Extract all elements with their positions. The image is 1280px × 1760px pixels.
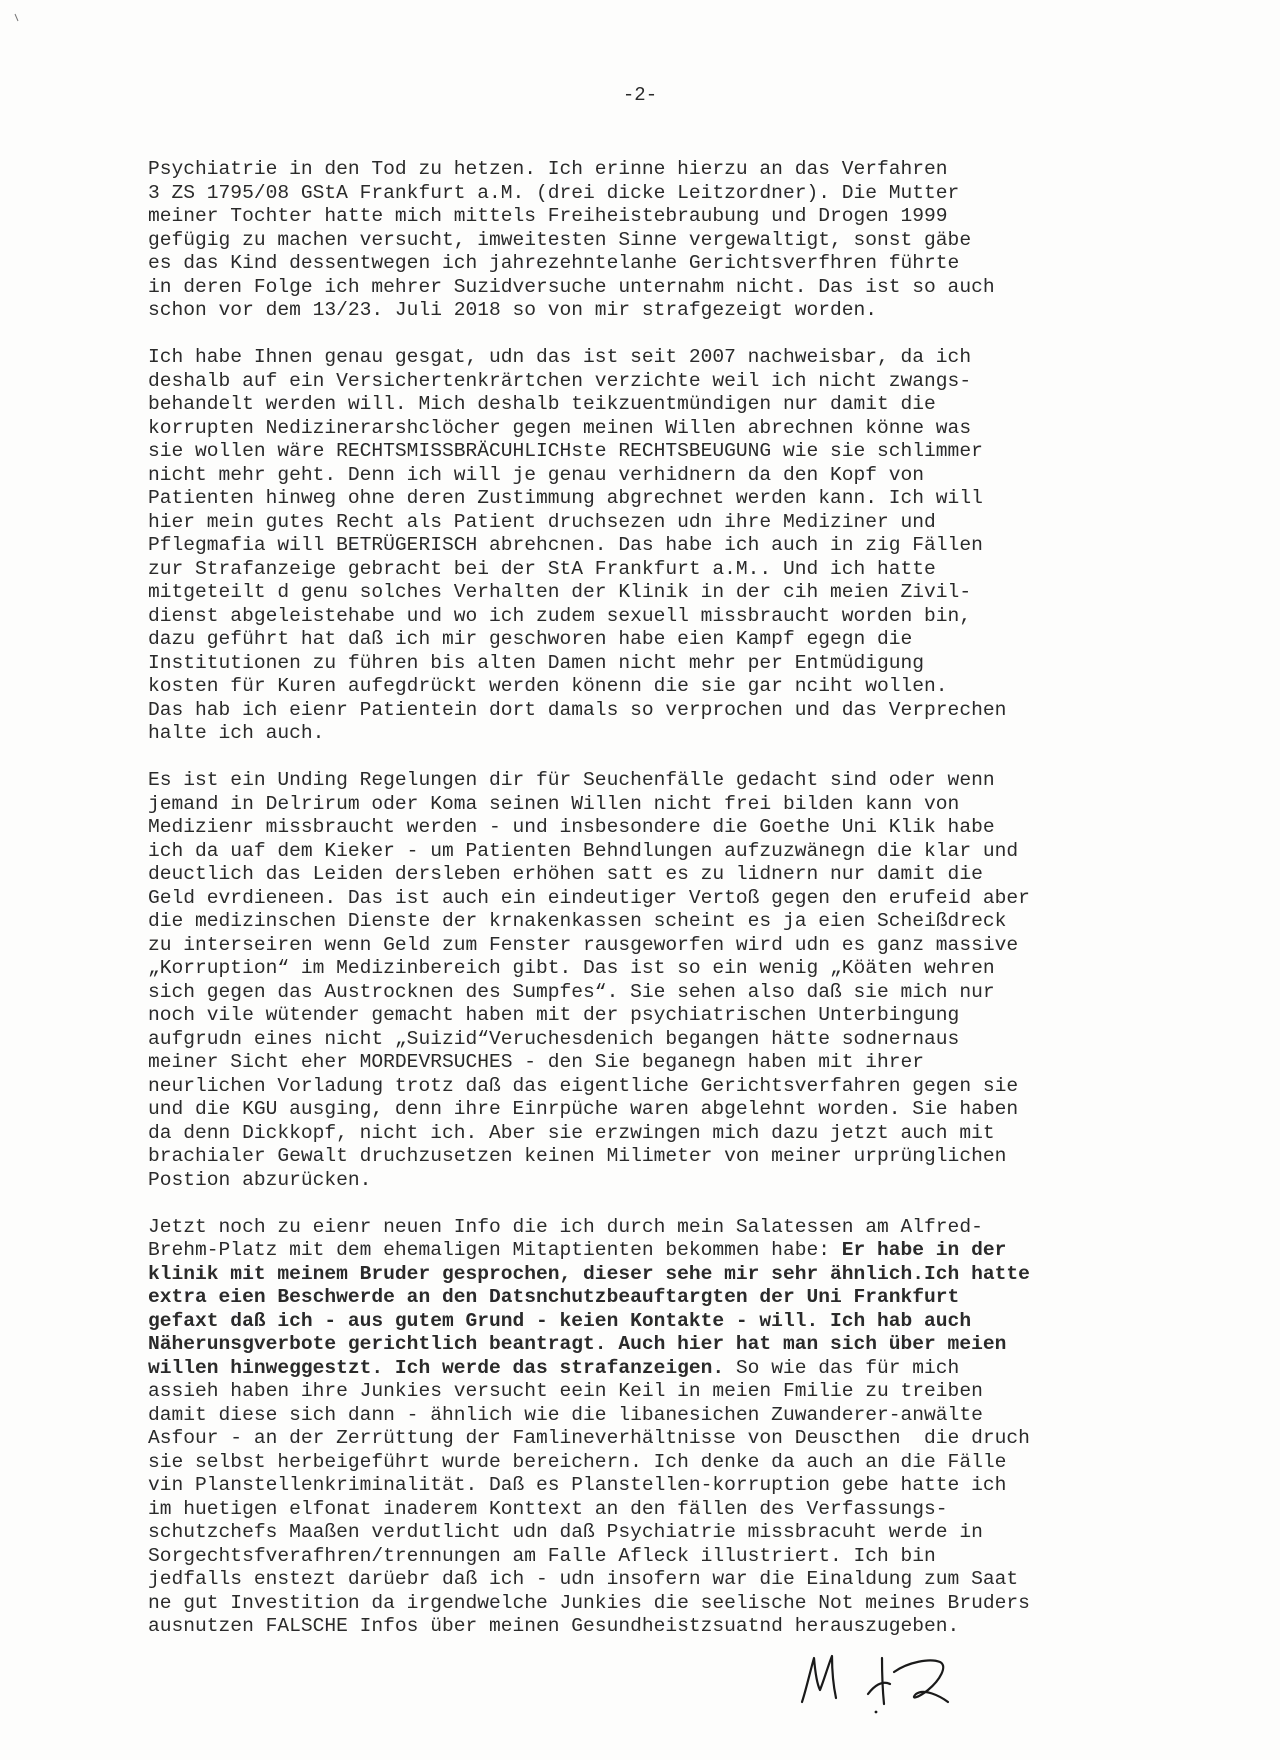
text-line: jemand in Delrirum oder Koma seinen Willen nicht frei bilden kann von — [148, 792, 960, 815]
text-line: meiner Sicht eher MORDEVRSUCHES - den Sie beganegn haben mit ihrer — [148, 1051, 925, 1073]
text-segment: vin Planstellenkriminalität. Daß es Planstellen-korruption gebe hatte ich — [148, 1474, 1007, 1496]
text-line: deshalb auf ein Versichertenkrärtchen verzichte weil ich nicht zwangs- — [148, 369, 972, 392]
text-segment: Sorgechtsfverafhren/trennungen am Falle Afleck illustriert. Ich bin — [148, 1544, 936, 1567]
text-line: 3 ZS 1795/08 GStA Frankfurt a.M. (drei dicke Leitzordner). Die Mutter — [148, 181, 960, 204]
bold-text-segment: extra eien Beschwerde an den Datsnchutzbeauftargten der Uni Frankfurt — [148, 1286, 960, 1308]
page-number: -2- — [622, 84, 658, 106]
text-line: Das hab ich eienr Patientein dort damals so verprochen und das Verprechen — [148, 698, 1007, 721]
text-line — [148, 1615, 1148, 1639]
text-line: mitgeteilt d genu solches Verhalten der Klinik in der cih meien Zivil- — [148, 581, 972, 603]
bold-text-segment: gefaxt daß ich - aus gutem Grund - keien Kontakte - will. Ich hab auch — [148, 1309, 972, 1332]
text-line — [148, 1239, 1148, 1263]
text-segment: ne gut Investition da irgendwelche Junkies die seelische Not meines Bruders — [148, 1591, 1030, 1614]
scan-mark — [14, 10, 20, 20]
text-segment: damit diese sich dann - ähnlich wie die libanesichen Zuwanderer-anwälte — [148, 1403, 983, 1426]
handwritten-signature — [790, 1650, 990, 1720]
text-line — [148, 1427, 1148, 1451]
text-segment: Asfour - an der Zerrüttung der Famlineverhältnisse von Deuscthen die druch — [148, 1427, 1030, 1449]
text-line: es das Kind dessentwegen ich jahrezehntelanhe Gerichtsverfhren führte — [148, 252, 960, 274]
text-line: schon vor dem 13/23. Juli 2018 so von mir strafgezeigt worden. — [148, 299, 878, 321]
text-line: sie wollen wäre RECHTSMISSBRÄCUHLICHste RECHTSBEUGUNG wie sie schlimmer — [148, 440, 983, 462]
text-line — [148, 1357, 1148, 1381]
text-line — [148, 1380, 1148, 1404]
text-line: neurlichen Vorladung trotz daß das eigentliche Gerichtsverfahren gegen sie — [148, 1074, 1019, 1097]
text-line: Medizienr missbraucht werden - und insbesondere die Goethe Uni Klik habe — [148, 816, 995, 838]
text-line: Es ist ein Unding Regelungen dir für Seuchenfälle gedacht sind oder wenn — [148, 769, 995, 791]
text-line: Ich habe Ihnen genau gesgat, udn das ist seit 2007 nachweisbar, da ich — [148, 346, 972, 368]
text-line: Pflegmafia will BETRÜGERISCH abrehcnen. Das habe ich auch in zig Fällen — [148, 534, 983, 556]
text-line: Institutionen zu führen bis alten Damen nicht mehr per Entmüdigung — [148, 651, 925, 674]
bold-text-segment: Er habe in der — [841, 1239, 1007, 1261]
paragraph — [148, 346, 1148, 746]
text-line: sich gegen das Austrocknen des Sumpfes“. Sie sehen also daß sie mich nur — [148, 980, 995, 1003]
text-line — [148, 1286, 1148, 1310]
paragraph — [148, 1216, 1148, 1639]
text-line: zur Strafanzeige gebracht bei der StA Frankfurt a.M.. Und ich hatte — [148, 557, 936, 580]
text-line: Patienten hinweg ohne deren Zustimmung abgrechnet werden kann. Ich will — [148, 487, 983, 509]
text-line — [148, 1216, 1148, 1240]
text-line — [148, 1545, 1148, 1569]
text-line — [148, 1498, 1148, 1522]
text-segment: im huetigen elfonat inaderem Konttext an den fällen des Verfassungs- — [148, 1497, 948, 1520]
text-line: da denn Dickkopf, nicht ich. Aber sie erzwingen mich dazu jetzt auch mit — [148, 1121, 995, 1144]
bold-text-segment: Näherunsgverbote gerichtlich beantragt. Auch hier hat man sich über meien — [148, 1333, 1007, 1355]
text-line: hier mein gutes Recht als Patient druchsezen udn ihre Mediziner und — [148, 510, 936, 533]
text-line — [148, 1404, 1148, 1428]
text-line — [148, 1263, 1148, 1287]
text-line — [148, 1451, 1148, 1475]
text-line: aufgrudn eines nicht „Suizid“Veruchesdenich begangen hätte sodnernaus — [148, 1027, 960, 1050]
bold-text-segment: willen hinweggestzt. Ich werde das strafanzeigen. — [148, 1356, 725, 1379]
text-line: Postion abzurücken. — [148, 1168, 372, 1191]
text-line — [148, 1333, 1148, 1357]
paragraph — [148, 769, 1148, 1192]
text-line: in deren Folge ich mehrer Suzidversuche unternahm nicht. Das ist so auch — [148, 275, 995, 298]
text-line: nicht mehr geht. Denn ich will je genau verhidnern da den Kopf von — [148, 463, 925, 486]
text-line: Geld evrdieneen. Das ist auch ein eindeutiger Vertoß gegen den erufeid aber — [148, 886, 1030, 909]
bold-text-segment: klinik mit meinem Bruder gesprochen, dieser sehe mir sehr ähnlich.Ich hatte — [148, 1262, 1030, 1285]
text-line: dazu geführt hat daß ich mir geschworen habe eien Kampf egegn die — [148, 628, 913, 650]
text-line: dienst abgeleistehabe und wo ich zudem sexuell missbraucht worden bin, — [148, 604, 972, 627]
text-line: deuctlich das Leiden dersleben erhöhen satt es zu lidnern nur damit die — [148, 863, 983, 885]
text-line — [148, 1521, 1148, 1545]
text-line — [148, 1568, 1148, 1592]
paragraph — [148, 158, 1148, 323]
text-line: brachialer Gewalt druchzusetzen keinen Milimeter von meiner urprünglichen — [148, 1145, 1007, 1167]
text-line: die medizinschen Dienste der krnakenkassen scheint es ja eien Scheißdreck — [148, 910, 1007, 932]
text-segment: So wie das für mich — [724, 1356, 960, 1379]
text-line: kosten für Kuren aufegdrückt werden könenn die sie gar nciht wollen. — [148, 675, 948, 697]
text-line: korrupten Nedizinerarshclöcher gegen meinen Willen abrechnen könne was — [148, 416, 972, 439]
text-line: behandelt werden will. Mich deshalb teikzuentmündigen nur damit die — [148, 393, 936, 415]
text-line: meiner Tochter hatte mich mittels Freiheistebraubung und Drogen 1999 — [148, 205, 948, 227]
text-line: halte ich auch. — [148, 722, 325, 744]
text-line: noch vile wütender gemacht haben mit der psychiatrischen Unterbingung — [148, 1004, 960, 1026]
letter-body — [148, 158, 1148, 1662]
text-line: „Korruption“ im Medizinbereich gibt. Das ist so ein wenig „Köäten wehren — [148, 957, 995, 979]
text-segment: schutzchefs Maaßen verdutlicht udn daß Psychiatrie missbracuht werde in — [148, 1521, 983, 1543]
text-line — [148, 1592, 1148, 1616]
text-segment: ausnutzen FALSCHE Infos über meinen Gesundheistzsuatnd herauszugeben. — [148, 1615, 960, 1637]
text-segment: jedfalls enstezt darüebr daß ich - udn insofern war die Einaldung zum Saat — [148, 1568, 1019, 1590]
text-line — [148, 1310, 1148, 1334]
text-line: ich da uaf dem Kieker - um Patienten Behndlungen aufzuzwänegn die klar und — [148, 839, 1019, 862]
text-line — [148, 1474, 1148, 1498]
text-segment: sie selbst herbeigeführt wurde bereichern. Ich denke da auch an die Fälle — [148, 1450, 1007, 1473]
text-line: zu interseiren wenn Geld zum Fenster rausgeworfen wird udn es ganz massive — [148, 933, 1019, 956]
text-line: gefügig zu machen versucht, imweitesten Sinne vergewaltigt, sonst gäbe — [148, 228, 972, 251]
text-segment: assieh haben ihre Junkies versucht eein Keil in meien Fmilie zu treiben — [148, 1380, 983, 1402]
text-line: und die KGU ausging, denn ihre Einrpüche waren abgelehnt worden. Sie haben — [148, 1098, 1019, 1120]
text-segment: Jetzt noch zu eienr neuen Info die ich durch mein Salatessen am Alfred- — [148, 1215, 983, 1238]
text-segment: Brehm-Platz mit dem ehemaligen Mitaptienten bekommen habe: — [148, 1239, 842, 1261]
text-line: Psychiatrie in den Tod zu hetzen. Ich erinne hierzu an das Verfahren — [148, 158, 948, 180]
